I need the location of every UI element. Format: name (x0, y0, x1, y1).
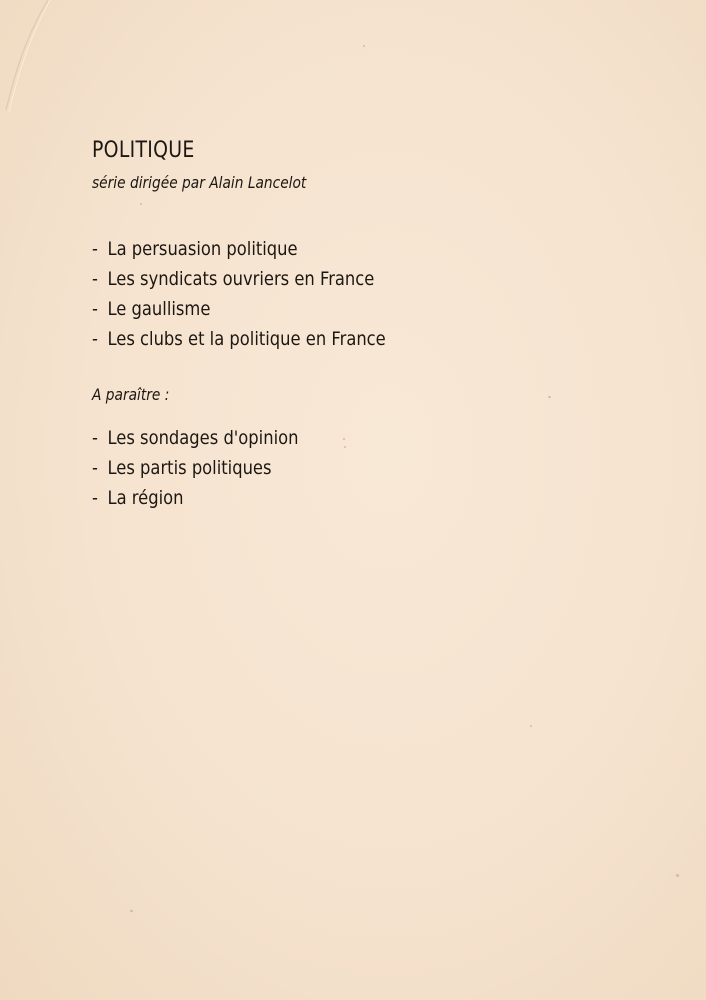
book-title: La région (107, 487, 184, 509)
list-item (92, 483, 298, 513)
list-item (92, 324, 386, 354)
paper-speck (676, 874, 679, 877)
list-bullet: - (92, 427, 98, 449)
forthcoming-heading: A paraître : (92, 385, 170, 404)
book-title: Le gaullisme (107, 298, 211, 320)
paper-speck (140, 203, 142, 205)
list-item (92, 294, 386, 324)
list-item (92, 423, 298, 453)
series-title: POLITIQUE (92, 138, 195, 163)
paper-speck (530, 725, 532, 727)
list-item (92, 264, 386, 294)
book-title: Les syndicats ouvriers en France (107, 268, 375, 290)
paper-crease (0, 0, 60, 120)
paper-speck (344, 446, 346, 448)
paper-speck (343, 438, 345, 440)
list-bullet: - (92, 487, 98, 509)
book-title: Les partis politiques (107, 457, 272, 479)
list-item (92, 453, 298, 483)
list-bullet: - (92, 268, 98, 290)
paper-speck (363, 45, 365, 47)
list-item (92, 234, 386, 264)
published-titles-list (92, 234, 434, 354)
list-bullet: - (92, 238, 98, 260)
list-bullet: - (92, 328, 98, 350)
book-title: Les clubs et la politique en France (107, 328, 386, 350)
list-bullet: - (92, 457, 98, 479)
list-bullet: - (92, 298, 98, 320)
book-title: Les sondages d'opinion (107, 427, 299, 449)
paper-speck (130, 910, 133, 912)
forthcoming-titles-list (92, 423, 332, 513)
paper-speck (548, 396, 551, 398)
series-editor-line: série dirigée par Alain Lancelot (92, 173, 307, 192)
book-title: La persuasion politique (107, 238, 298, 260)
